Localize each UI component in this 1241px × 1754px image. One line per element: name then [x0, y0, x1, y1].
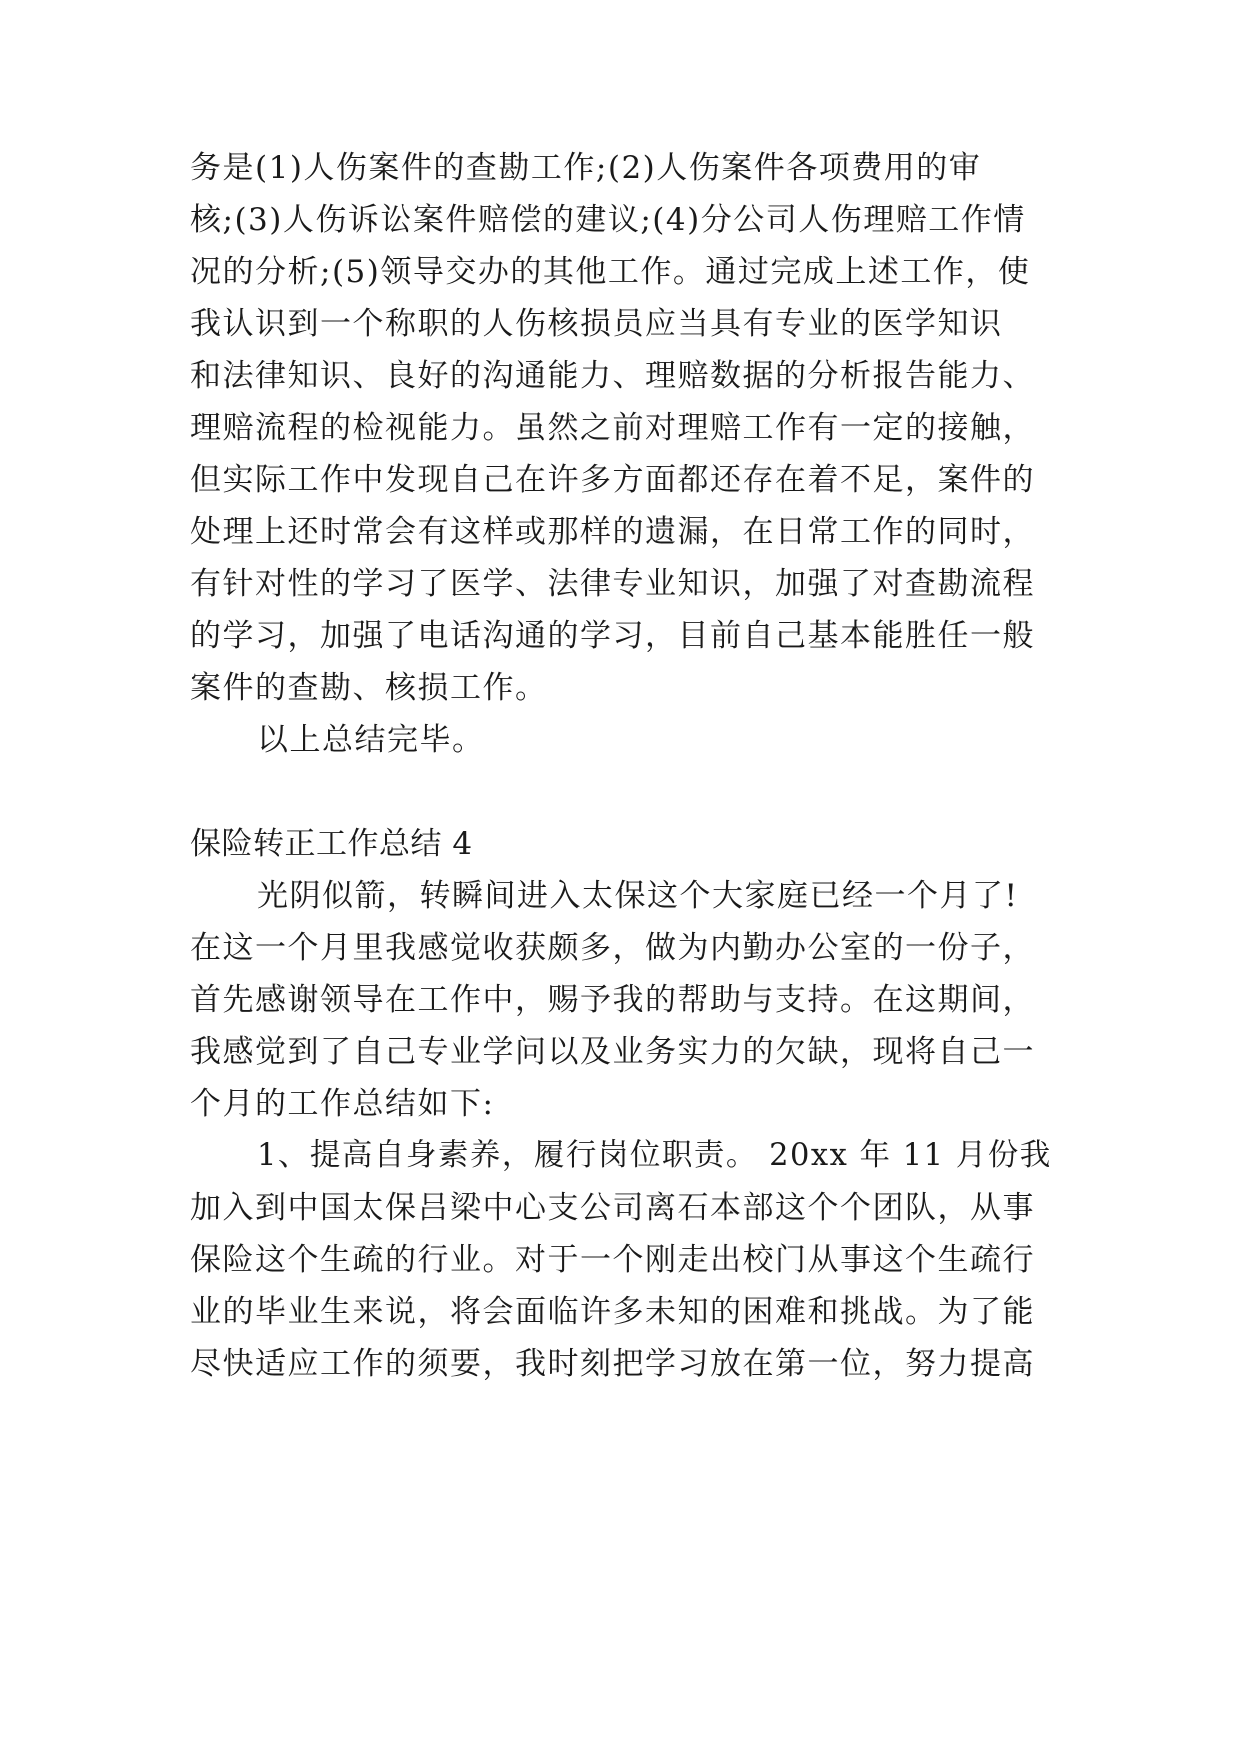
body-text-line: 首先感谢领导在工作中，赐予我的帮助与支持。在这期间，	[190, 982, 1035, 1018]
closing-line: 以上总结完毕。	[257, 722, 485, 758]
body-text-line: 核;(3)人伤诉讼案件赔偿的建议;(4)分公司人伤理赔工作情	[190, 202, 1026, 238]
body-text-line: 在这一个月里我感觉收获颇多，做为内勤办公室的一份子，	[190, 930, 1035, 966]
body-text-line: 和法律知识、良好的沟通能力、理赔数据的分析报告能力、	[190, 358, 1035, 394]
body-text-line: 理赔流程的检视能力。虽然之前对理赔工作有一定的接触，	[190, 410, 1035, 446]
section-heading: 保险转正工作总结 4	[190, 826, 473, 862]
body-text-line: 保险这个生疏的行业。对于一个刚走出校门从事这个生疏行	[190, 1242, 1035, 1278]
body-text-line: 的学习，加强了电话沟通的学习，目前自己基本能胜任一般	[190, 618, 1035, 654]
body-text-line: 我感觉到了自己专业学问以及业务实力的欠缺，现将自己一	[190, 1034, 1035, 1070]
body-text-line: 务是(1)人伤案件的查勘工作;(2)人伤案件各项费用的审	[190, 150, 982, 186]
body-text-line: 处理上还时常会有这样或那样的遗漏，在日常工作的同时，	[190, 514, 1035, 550]
body-text-line: 我认识到一个称职的人伤核损员应当具有专业的医学知识	[190, 306, 1003, 342]
body-text-line: 案件的查勘、核损工作。	[190, 670, 548, 706]
body-text-line: 1、提高自身素养，履行岗位职责。 20xx 年 11 月份我	[257, 1138, 1052, 1173]
body-text-line: 加入到中国太保吕梁中心支公司离石本部这个个团队，从事	[190, 1190, 1035, 1226]
body-text-line: 有针对性的学习了医学、法律专业知识，加强了对查勘流程	[190, 566, 1035, 602]
body-text-line: 光阴似箭，转瞬间进入太保这个大家庭已经一个月了!	[257, 878, 1019, 914]
body-text-line: 况的分析;(5)领导交办的其他工作。通过完成上述工作，使	[190, 254, 1031, 290]
body-text-line: 但实际工作中发现自己在许多方面都还存在着不足，案件的	[190, 462, 1035, 498]
body-text-line: 尽快适应工作的须要，我时刻把学习放在第一位，努力提高	[190, 1346, 1035, 1382]
body-text-line: 业的毕业生来说，将会面临许多未知的困难和挑战。为了能	[190, 1294, 1035, 1330]
body-text-line: 个月的工作总结如下:	[190, 1086, 495, 1122]
